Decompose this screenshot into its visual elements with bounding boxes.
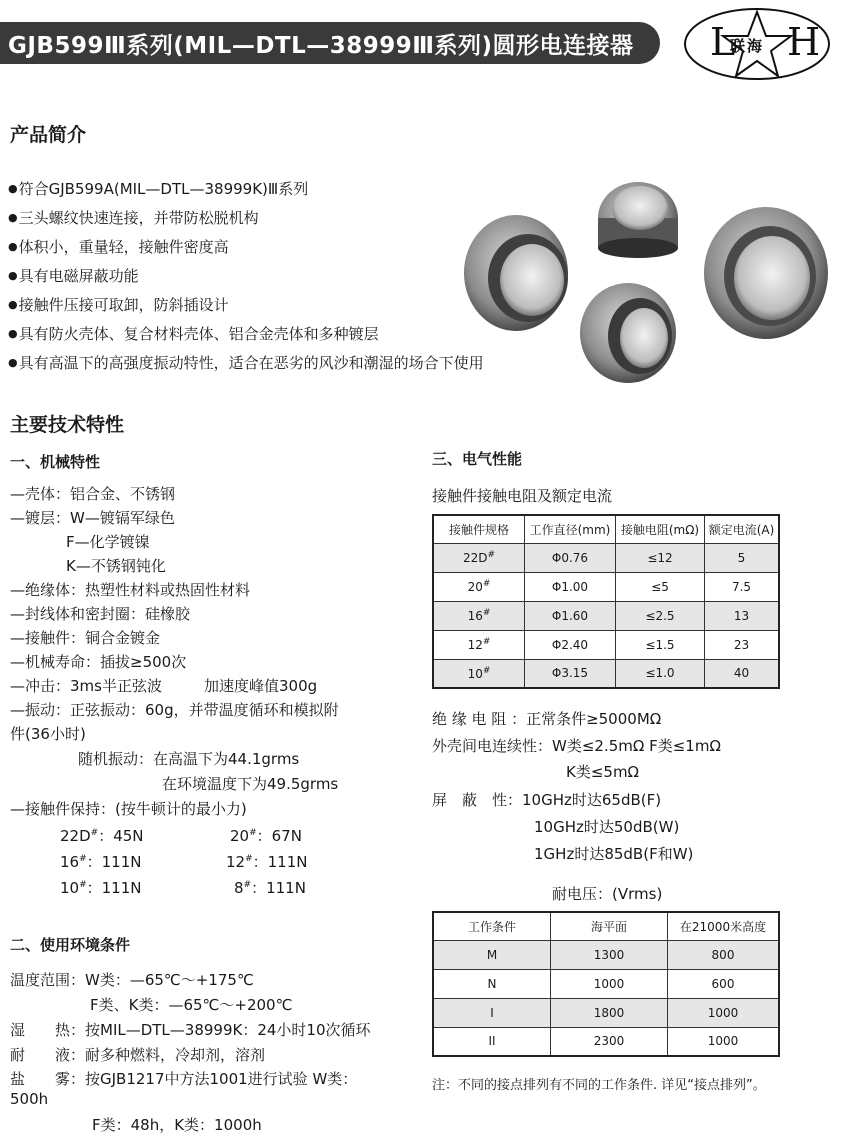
cell: N [433,969,551,998]
intro-bullet: ● 体积小，重量轻，接触件密度高 [8,236,229,257]
company-logo [682,6,832,82]
cell: 1000 [668,998,780,1027]
cell: ≤1.5 [616,630,705,659]
cell: 40 [705,659,780,688]
mech-vibration: —振动：正弦振动：60g，并带温度循环和模拟附 [10,701,339,719]
environment-heading: 二、使用环境条件 [10,936,131,954]
cell: ≤5 [616,572,705,601]
mech-random-vibration: 随机振动：在高温下为44.1grms [78,750,300,768]
main-specs-heading: 主要技术特性 [10,414,125,436]
retention-item: 8#：111N [234,879,306,897]
cell: 20# [433,572,525,601]
shielding-w: 10GHz时达50dB(W) [534,818,680,836]
cell: 10# [433,659,525,688]
cell: II [433,1027,551,1056]
contact-resistance-table [432,514,780,689]
mech-retention-title: —接触件保持：(按牛顿计的最小力) [10,800,247,818]
intro-bullet: ● 具有电磁屏蔽功能 [8,265,139,286]
col-header: 在21000米高度 [668,912,780,940]
retention-item: 10#：111N [60,879,142,897]
voltage-title: 耐电压：(Vrms) [552,885,663,903]
table-header-row [433,912,779,940]
table-row [433,630,779,659]
table-row [433,1027,779,1056]
retention-item: 22D#：45N [60,827,144,845]
env-temperature: 温度范围：W类：—65℃～+175℃ [10,971,254,989]
cell: Φ3.15 [525,659,616,688]
cell: 1000 [551,969,668,998]
mech-plating: —镀层：W—镀镉军绿色 [10,509,175,527]
cell: I [433,998,551,1027]
col-header: 工作直径(mm) [525,515,616,543]
mech-shock-peak: 加速度峰值300g [204,677,318,695]
intro-heading: 产品简介 [10,124,87,146]
table-row [433,572,779,601]
intro-bullet: ● 具有高温下的高强度振动特性，适合在恶劣的风沙和潮湿的场合下使用 [8,352,484,373]
cell: 1800 [551,998,668,1027]
table-row [433,940,779,969]
mech-random-vibration-ambient: 在环境温度下为49.5grms [162,775,339,793]
cell: 13 [705,601,780,630]
shielding: 屏 蔽 性：10GHz时达65dB(F) [432,791,662,809]
intro-bullet: ● 三头螺纹快速连接，并带防松脱机构 [8,207,259,228]
footnote: 注：不同的接点排列有不同的工作条件. 详见“接点排列”。 [432,1078,766,1093]
page-title: GJB599Ⅲ系列(MIL—DTL—38999Ⅲ系列)圆形电连接器 [8,33,634,59]
cell: 23 [705,630,780,659]
retention-item: 20#：67N [230,827,302,845]
electrical-heading: 三、电气性能 [432,450,523,468]
cell: ≤2.5 [616,601,705,630]
col-header: 海平面 [551,912,668,940]
mech-shell: —壳体：铝合金、不锈钢 [10,485,176,503]
cell: 16# [433,601,525,630]
shielding-fw: 1GHz时达85dB(F和W) [534,845,694,863]
cell: 22D# [433,543,525,572]
cell: 2300 [551,1027,668,1056]
intro-bullet: ● 接触件压接可取卸，防斜插设计 [8,294,229,315]
withstanding-voltage-table [432,911,780,1057]
table-row [433,659,779,688]
env-humidity: 湿 热：按MIL—DTL—38999K：24小时10次循环 [10,1021,371,1039]
shell-continuity: 外壳间电连续性：W类≤2.5mΩ F类≤1mΩ [432,737,721,755]
env-salt-fog: 盐 雾：按GJB1217中方法1001进行试验 W类： [10,1070,358,1088]
table-row [433,543,779,572]
col-header: 接触件规格 [433,515,525,543]
mech-plating-f: F—化学镀镍 [66,533,150,551]
cell: 12# [433,630,525,659]
mech-insulator: —绝缘体：热塑性材料或热固性材料 [10,581,251,599]
env-fluid: 耐 液：耐多种燃料，冷却剂，溶剂 [10,1046,266,1064]
mech-life: —机械寿命：插拔≥500次 [10,653,187,671]
cell: Φ0.76 [525,543,616,572]
mechanical-heading: 一、机械特性 [10,453,101,471]
cell: 5 [705,543,780,572]
connector-product-photo [456,178,836,388]
env-temperature-fk: F类、K类：—65℃～+200℃ [90,996,293,1014]
cell: ≤12 [616,543,705,572]
cell: M [433,940,551,969]
table-header-row [433,515,779,543]
col-header: 接触电阻(mΩ) [616,515,705,543]
retention-item: 12#：111N [226,853,308,871]
table-row [433,601,779,630]
cell: 1000 [668,1027,780,1056]
env-salt-fog-fk: F类：48h，K类：1000h [92,1116,262,1134]
col-header: 额定电流(A) [705,515,780,543]
col-header: 工作条件 [433,912,551,940]
mech-vibration-cont: 件(36小时) [10,725,86,743]
cell: 800 [668,940,780,969]
table-row [433,969,779,998]
logo-brand-text: 联海 [730,37,765,55]
logo-letter-l: L [710,20,736,64]
insulation-resistance: 绝 缘 电 阻 ：正常条件≥5000MΩ [432,710,662,728]
shell-continuity-k: K类≤5mΩ [566,763,640,781]
mech-shock: —冲击：3ms半正弦波 [10,677,162,695]
cell: 7.5 [705,572,780,601]
cell: Φ1.60 [525,601,616,630]
header-bar [0,22,660,64]
retention-item: 16#：111N [60,853,142,871]
intro-bullet: ● 符合GJB599A(MIL—DTL—38999K)Ⅲ系列 [8,178,308,199]
contact-table-title: 接触件接触电阻及额定电流 [432,487,613,505]
mech-seal: —封线体和密封圈：硅橡胶 [10,605,191,623]
intro-bullet: ● 具有防火壳体、复合材料壳体、铝合金壳体和多种镀层 [8,323,379,344]
logo-letter-h: H [787,20,821,64]
cell: ≤1.0 [616,659,705,688]
cell: 1300 [551,940,668,969]
table-row [433,998,779,1027]
cell: Φ1.00 [525,572,616,601]
mech-plating-k: K—不锈钢钝化 [66,557,166,575]
cell: 600 [668,969,780,998]
cell: Φ2.40 [525,630,616,659]
env-salt-fog-w: 500h [10,1090,49,1108]
mech-contact: —接触件：铜合金镀金 [10,629,161,647]
